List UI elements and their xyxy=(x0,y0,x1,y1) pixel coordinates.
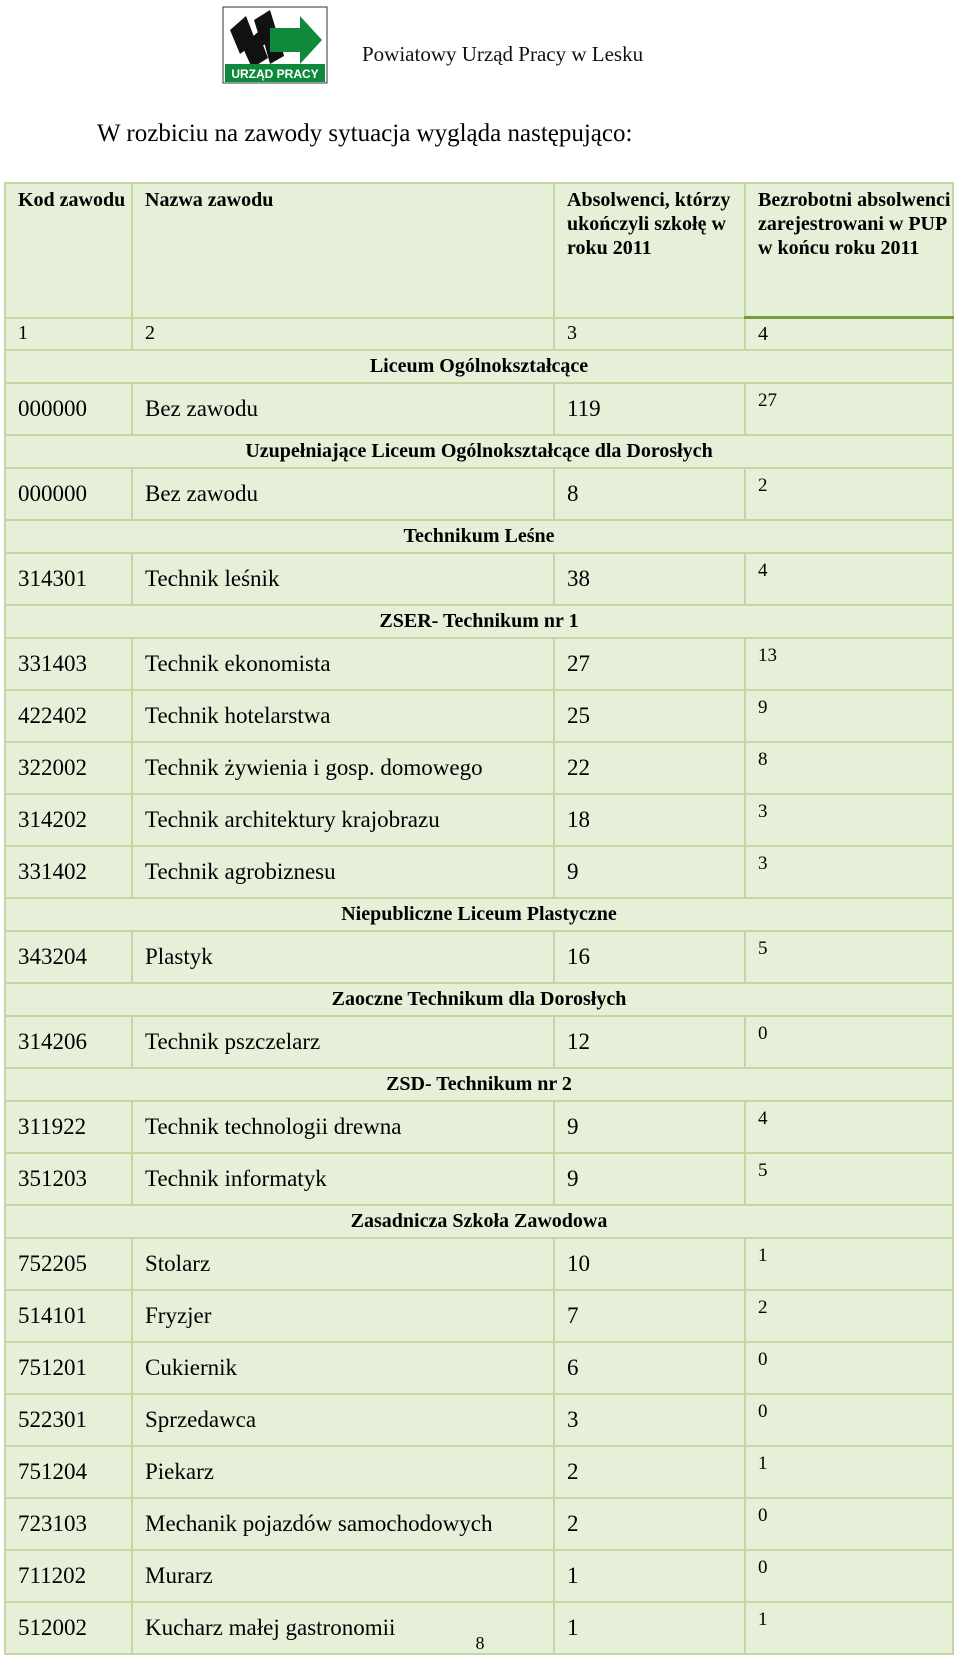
occupation-name: Mechanik pojazdów samochodowych xyxy=(132,1498,554,1550)
graduates-count: 119 xyxy=(554,383,745,435)
graduates-count: 6 xyxy=(554,1342,745,1394)
unemployed-count: 4 xyxy=(745,553,953,605)
occupation-name: Technik agrobiznesu xyxy=(132,846,554,898)
school-name: Liceum Ogólnokształcące xyxy=(5,350,953,383)
occupation-name: Piekarz xyxy=(132,1446,554,1498)
occupation-code: 314301 xyxy=(5,553,132,605)
column-number: 4 xyxy=(745,318,953,351)
graduates-count: 9 xyxy=(554,846,745,898)
school-section-row xyxy=(5,983,953,1016)
occupation-code: 314202 xyxy=(5,794,132,846)
occupation-code: 000000 xyxy=(5,468,132,520)
table-row xyxy=(5,794,953,846)
occupation-code: 751204 xyxy=(5,1446,132,1498)
table-row xyxy=(5,1153,953,1205)
table-row xyxy=(5,638,953,690)
unemployed-count: 27 xyxy=(745,383,953,435)
column-number-row xyxy=(5,318,953,351)
graduates-count: 12 xyxy=(554,1016,745,1068)
graduates-count: 18 xyxy=(554,794,745,846)
school-section-row xyxy=(5,520,953,553)
unemployed-count: 1 xyxy=(745,1602,953,1654)
school-name: ZSER- Technikum nr 1 xyxy=(5,605,953,638)
occupation-name: Plastyk xyxy=(132,931,554,983)
occupation-code: 314206 xyxy=(5,1016,132,1068)
column-number: 2 xyxy=(132,318,554,351)
graduates-count: 10 xyxy=(554,1238,745,1290)
occupation-code: 331403 xyxy=(5,638,132,690)
table-row xyxy=(5,383,953,435)
graduates-count: 1 xyxy=(554,1602,745,1654)
header-unemployed: Bezrobotni absolwenci zarejestrowani w PUP w końcu roku 2011 xyxy=(745,183,953,318)
unemployed-count: 0 xyxy=(745,1394,953,1446)
table-row xyxy=(5,1550,953,1602)
occupation-name: Technik pszczelarz xyxy=(132,1016,554,1068)
school-name: Zasadnicza Szkoła Zawodowa xyxy=(5,1205,953,1238)
unemployed-count: 13 xyxy=(745,638,953,690)
graduates-count: 8 xyxy=(554,468,745,520)
occupation-name: Bez zawodu xyxy=(132,468,554,520)
unemployed-count: 1 xyxy=(745,1238,953,1290)
graduates-count: 2 xyxy=(554,1498,745,1550)
unemployed-count: 0 xyxy=(745,1342,953,1394)
school-section-row xyxy=(5,350,953,383)
urzad-pracy-logo xyxy=(222,6,328,84)
school-section-row xyxy=(5,1068,953,1101)
table-row xyxy=(5,1238,953,1290)
school-section-row xyxy=(5,898,953,931)
table-row xyxy=(5,931,953,983)
table-row xyxy=(5,1342,953,1394)
header-graduates: Absolwenci, którzy ukończyli szkołę w roku 2011 xyxy=(554,183,745,318)
occupation-name: Technik hotelarstwa xyxy=(132,690,554,742)
occupation-name: Technik informatyk xyxy=(132,1153,554,1205)
column-number: 3 xyxy=(554,318,745,351)
table-row xyxy=(5,1016,953,1068)
occupation-name: Technik leśnik xyxy=(132,553,554,605)
unemployed-count: 3 xyxy=(745,794,953,846)
unemployed-count: 2 xyxy=(745,468,953,520)
school-name: Uzupełniające Liceum Ogólnokształcące dla Dorosłych xyxy=(5,435,953,468)
occupation-name: Bez zawodu xyxy=(132,383,554,435)
school-section-row xyxy=(5,605,953,638)
graduates-count: 3 xyxy=(554,1394,745,1446)
occupation-name: Murarz xyxy=(132,1550,554,1602)
occupation-name: Sprzedawca xyxy=(132,1394,554,1446)
graduates-count: 38 xyxy=(554,553,745,605)
table-row xyxy=(5,1446,953,1498)
occupation-name: Kucharz małej gastronomii xyxy=(132,1602,554,1654)
unemployed-count: 1 xyxy=(745,1446,953,1498)
unemployed-count: 4 xyxy=(745,1101,953,1153)
occupation-code: 422402 xyxy=(5,690,132,742)
school-section-row xyxy=(5,435,953,468)
occupation-code: 522301 xyxy=(5,1394,132,1446)
occupation-code: 752205 xyxy=(5,1238,132,1290)
occupation-name: Technik żywienia i gosp. domowego xyxy=(132,742,554,794)
school-name: Niepubliczne Liceum Plastyczne xyxy=(5,898,953,931)
occupation-name: Technik architektury krajobrazu xyxy=(132,794,554,846)
graduates-count: 16 xyxy=(554,931,745,983)
unemployed-count: 0 xyxy=(745,1016,953,1068)
logo-text: URZĄD PRACY xyxy=(231,67,319,81)
table-row xyxy=(5,468,953,520)
table-row xyxy=(5,742,953,794)
graduates-count: 1 xyxy=(554,1550,745,1602)
graduates-count: 9 xyxy=(554,1101,745,1153)
occupation-code: 000000 xyxy=(5,383,132,435)
occupation-name: Fryzjer xyxy=(132,1290,554,1342)
school-name: ZSD- Technikum nr 2 xyxy=(5,1068,953,1101)
occupation-code: 311922 xyxy=(5,1101,132,1153)
table-row xyxy=(5,1394,953,1446)
unemployed-count: 3 xyxy=(745,846,953,898)
occupation-name: Stolarz xyxy=(132,1238,554,1290)
table-row xyxy=(5,1290,953,1342)
occupations-table xyxy=(4,182,954,1655)
occupation-name: Cukiernik xyxy=(132,1342,554,1394)
occupation-code: 331402 xyxy=(5,846,132,898)
graduates-count: 25 xyxy=(554,690,745,742)
table-row xyxy=(5,690,953,742)
school-name: Technikum Leśne xyxy=(5,520,953,553)
table-row xyxy=(5,846,953,898)
occupation-name: Technik ekonomista xyxy=(132,638,554,690)
unemployed-count: 5 xyxy=(745,1153,953,1205)
header-name: Nazwa zawodu xyxy=(132,183,554,318)
intro-sentence: W rozbiciu na zawody sytuacja wygląda następująco: xyxy=(97,120,633,147)
occupation-code: 512002 xyxy=(5,1602,132,1654)
page-number: 8 xyxy=(475,1633,485,1653)
occupation-code: 343204 xyxy=(5,931,132,983)
column-number: 1 xyxy=(5,318,132,351)
table-row xyxy=(5,1101,953,1153)
unemployed-count: 8 xyxy=(745,742,953,794)
occupation-code: 751201 xyxy=(5,1342,132,1394)
occupation-code: 711202 xyxy=(5,1550,132,1602)
school-name: Zaoczne Technikum dla Dorosłych xyxy=(5,983,953,1016)
occupation-code: 514101 xyxy=(5,1290,132,1342)
graduates-count: 9 xyxy=(554,1153,745,1205)
graduates-count: 2 xyxy=(554,1446,745,1498)
unemployed-count: 5 xyxy=(745,931,953,983)
occupation-name: Technik technologii drewna xyxy=(132,1101,554,1153)
office-name: Powiatowy Urząd Pracy w Lesku xyxy=(362,42,644,66)
unemployed-count: 9 xyxy=(745,690,953,742)
header-row xyxy=(5,183,953,318)
unemployed-count: 2 xyxy=(745,1290,953,1342)
table-row xyxy=(5,1498,953,1550)
unemployed-count: 0 xyxy=(745,1550,953,1602)
graduates-count: 22 xyxy=(554,742,745,794)
occupation-code: 351203 xyxy=(5,1153,132,1205)
school-section-row xyxy=(5,1205,953,1238)
unemployed-count: 0 xyxy=(745,1498,953,1550)
occupation-code: 723103 xyxy=(5,1498,132,1550)
table-row xyxy=(5,553,953,605)
occupation-code: 322002 xyxy=(5,742,132,794)
graduates-count: 27 xyxy=(554,638,745,690)
header-code: Kod zawodu xyxy=(5,183,132,318)
graduates-count: 7 xyxy=(554,1290,745,1342)
